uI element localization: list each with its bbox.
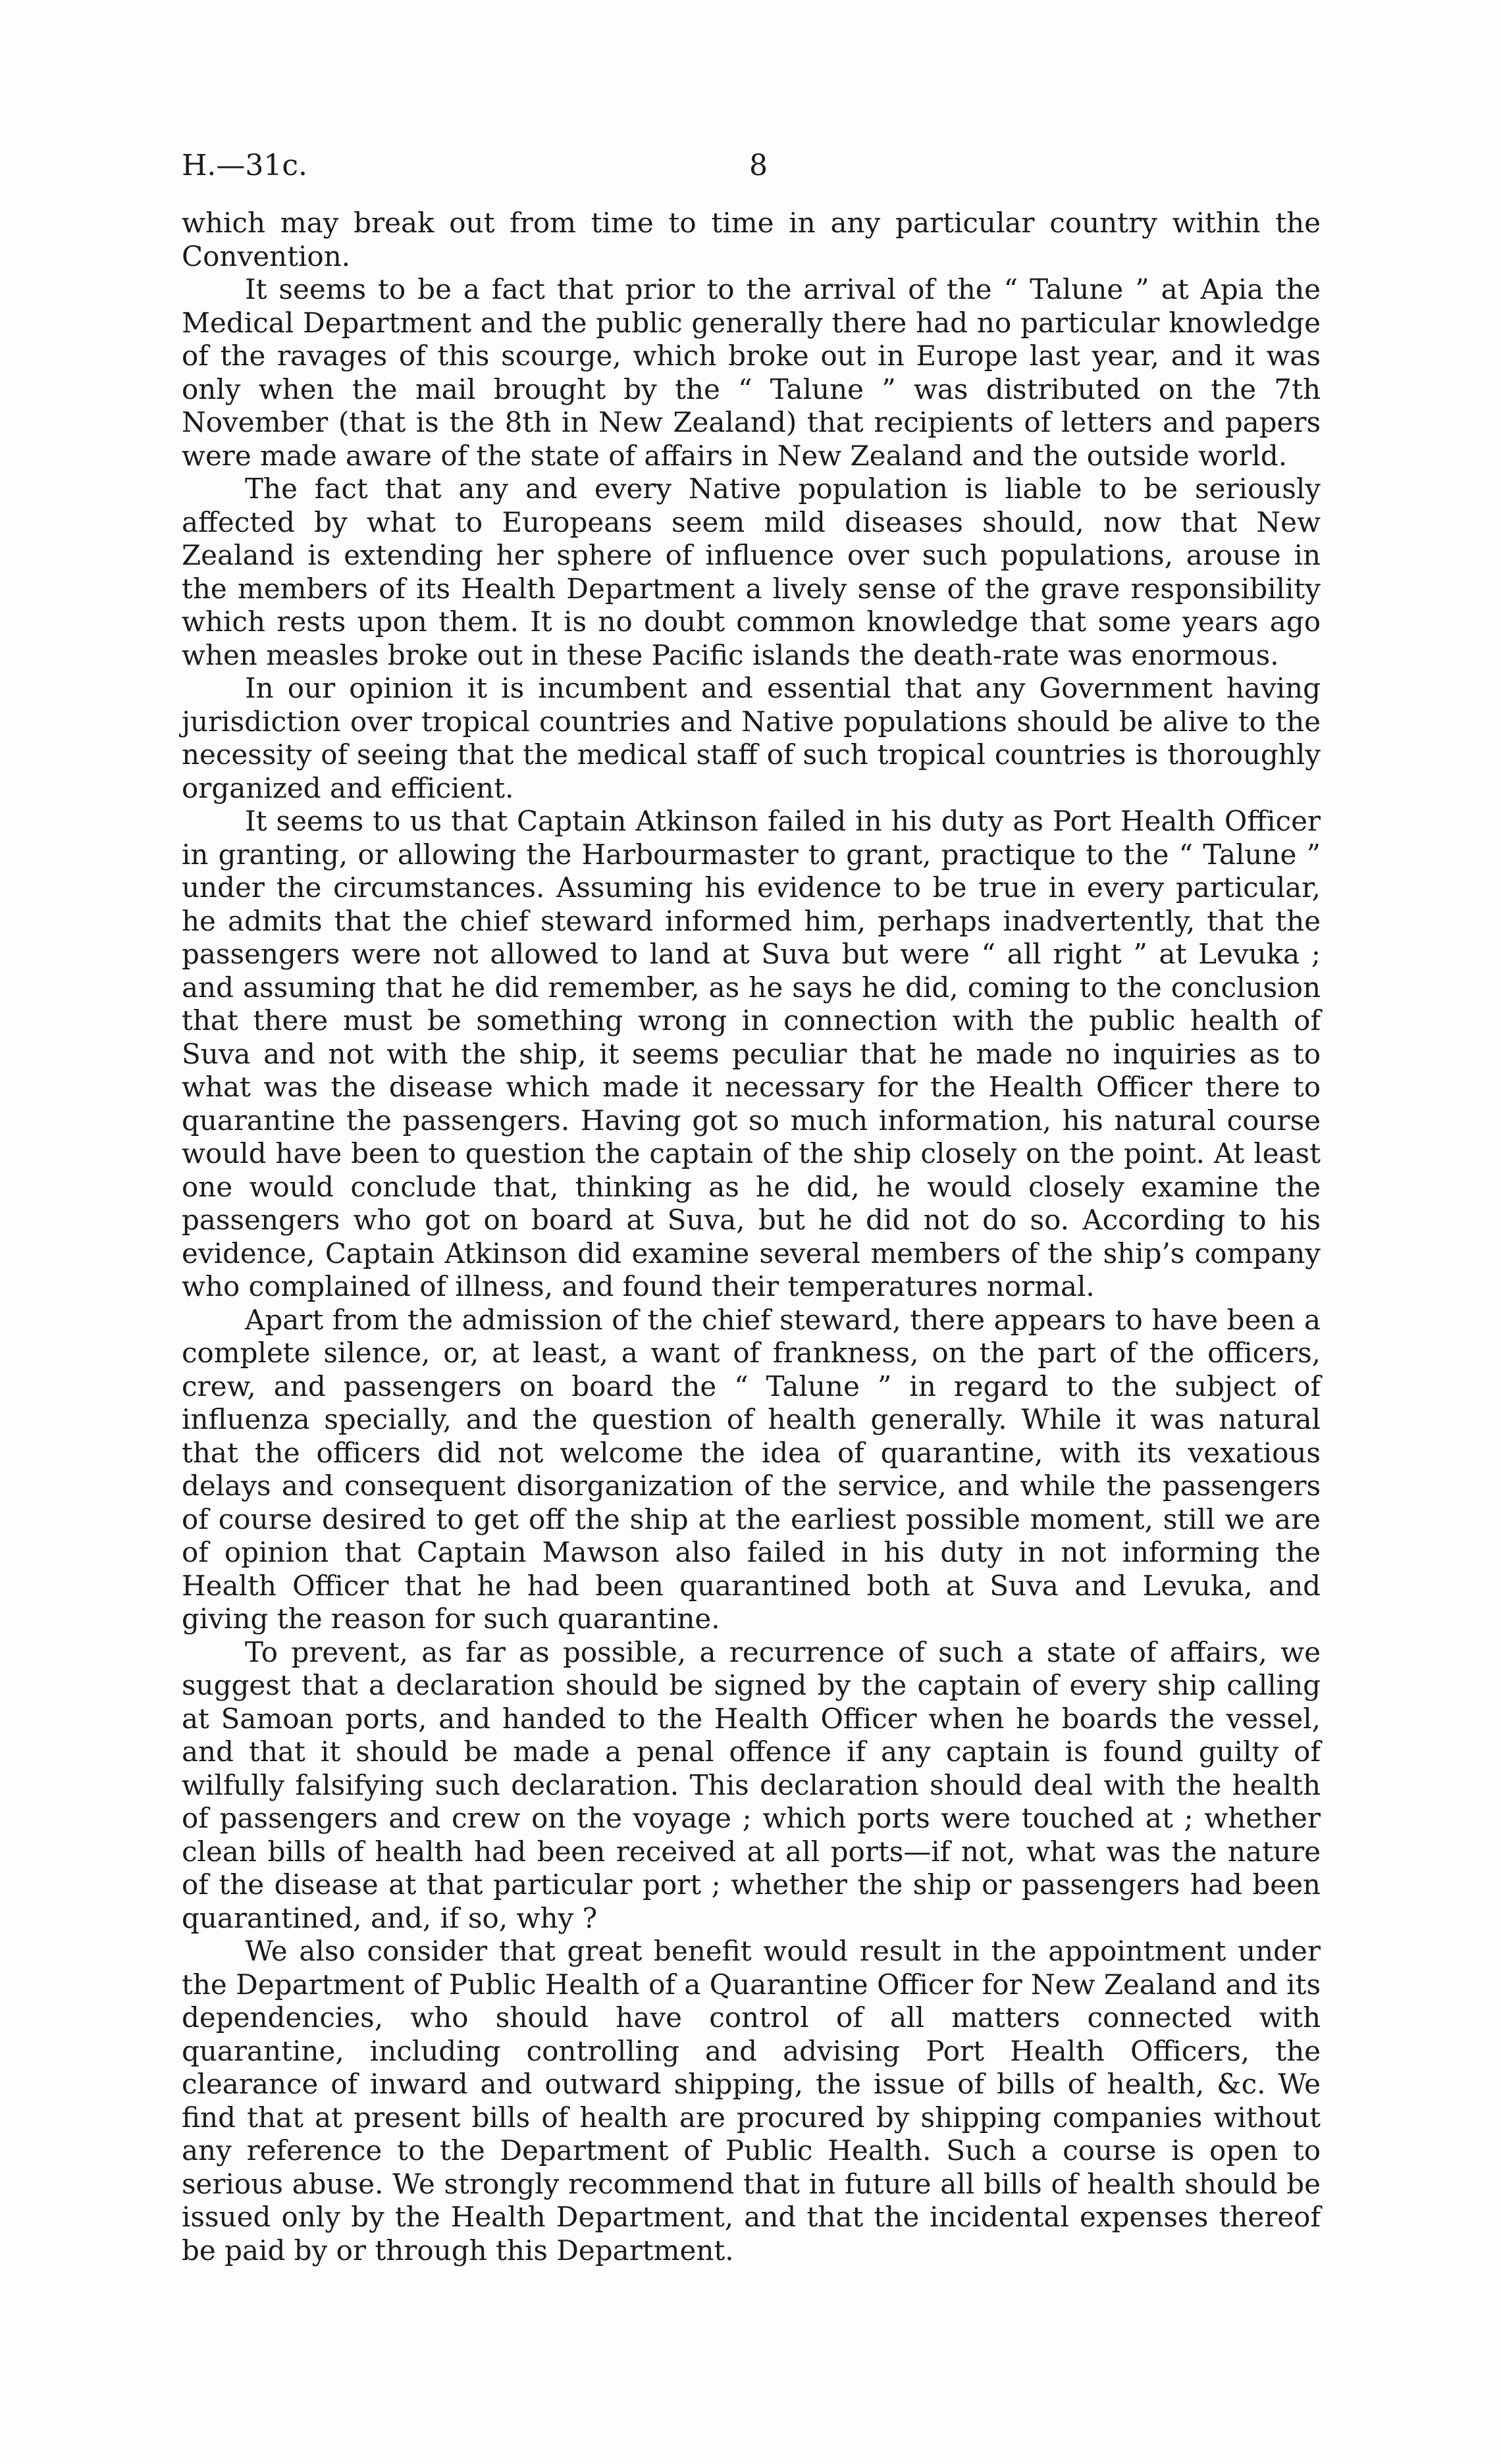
paragraph-chief-steward: Apart from the admission of the chief steward, there appears to have been a complete silence, or, at least, a want of frankness, on the part of the officers, crew, and passengers on board the “ Talune ” in regard to the subject of influenza specially, and the question of health generally. While it was natural that the officers did not welcome the idea of quarantine, with its vexatious delays and consequent disorganization of the service, and while the passengers of course desired to get off the ship at the earliest possible moment, still we are of opinion that Captain Mawson also failed in his duty in not informing the Health Officer that he had been quarantined both at Suva and Levuka, and giving the reason for such quarantine.	[182, 1303, 1321, 1635]
page-number: 8	[749, 149, 768, 182]
document-reference: H.—31c.	[182, 149, 307, 182]
page-header	[182, 146, 1321, 186]
paragraph-captain-atkinson: It seems to us that Captain Atkinson failed in his duty as Port Health Officer in granting, or allowing the Harbourmaster to grant, practique to the “ Talune ” under the circumstances. Assuming his evidence to be true in every particular, he admits that the chief steward informed him, perhaps inadvertently, that the passengers were not allowed to land at Suva but were “ all right ” at Levuka ; and assuming that he did remember, as he says he did, coming to the conclusion that there must be something wrong in connection with the public health of Suva and not with the ship, it seems peculiar that he made no inquiries as to what was the disease which made it necessary for the Health Officer there to quarantine the passengers. Having got so much information, his natural course would have been to question the captain of the ship closely on the point. At least one would conclude that, thinking as he did, he would closely examine the passengers who got on board at Suva, but he did not do so. According to his evidence, Captain Atkinson did examine several members of the ship’s company who complained of illness, and found their temperatures normal.	[182, 805, 1321, 1302]
paragraph-declaration-suggestion: To prevent, as far as possible, a recurrence of such a state of affairs, we suggest that a declaration should be signed by the captain of every ship calling at Samoan ports, and handed to the Health Officer when he boards the vessel, and that it should be made a penal offence if any captain is found guilty of wilfully falsifying such declaration. This declaration should deal with the health of passengers and crew on the voyage ; which ports were touched at ; whether clean bills of health had been received at all ports—if not, what was the nature of the disease at that particular port ; whether the ship or passengers had been quarantined, and, if so, why ?	[182, 1635, 1321, 1934]
paragraph-government-opinion: In our opinion it is incumbent and essential that any Government having jurisdiction over tropical countries and Native populations should be alive to the necessity of seeing that the medical staff of such tropical countries is thoroughly organized and efficient.	[182, 672, 1321, 804]
paragraph-native-population: The fact that any and every Native population is liable to be seriously affected by what to Europeans seem mild diseases should, now that New Zealand is extending her sphere of influence over such populations, arouse in the members of its Health Department a lively sense of the grave responsibility which rests upon them. It is no doubt common knowledge that some years ago when measles broke out in these Pacific islands the death-rate was enormous.	[182, 473, 1321, 671]
paragraph-continuation: which may break out from time to time in any particular country within the Convention.	[182, 207, 1321, 272]
paragraph-talune-arrival: It seems to be a fact that prior to the arrival of the “ Talune ” at Apia the Medical Department and the public generally there had no particular knowledge of the ravages of this scourge, which broke out in Europe last year, and it was only when the mail brought by the “ Talune ” was distributed on the 7th November (that is the 8th in New Zealand) that recipients of letters and papers were made aware of the state of affairs in New Zealand and the outside world.	[182, 273, 1321, 472]
paragraph-quarantine-officer: We also consider that great benefit would result in the appointment under the Department of Public Health of a Quarantine Officer for New Zealand and its dependencies, who should have control of all matters connected with quarantine, including controlling and advising Port Health Officers, the clearance of inward and outward shipping, the issue of bills of health, &c. We find that at present bills of health are procured by shipping companies without any reference to the Department of Public Health. Such a course is open to serious abuse. We strongly recommend that in future all bills of health should be issued only by the Health Department, and that the incidental expenses thereof be paid by or through this Department.	[182, 1935, 1321, 2267]
body-text	[182, 207, 1321, 2267]
